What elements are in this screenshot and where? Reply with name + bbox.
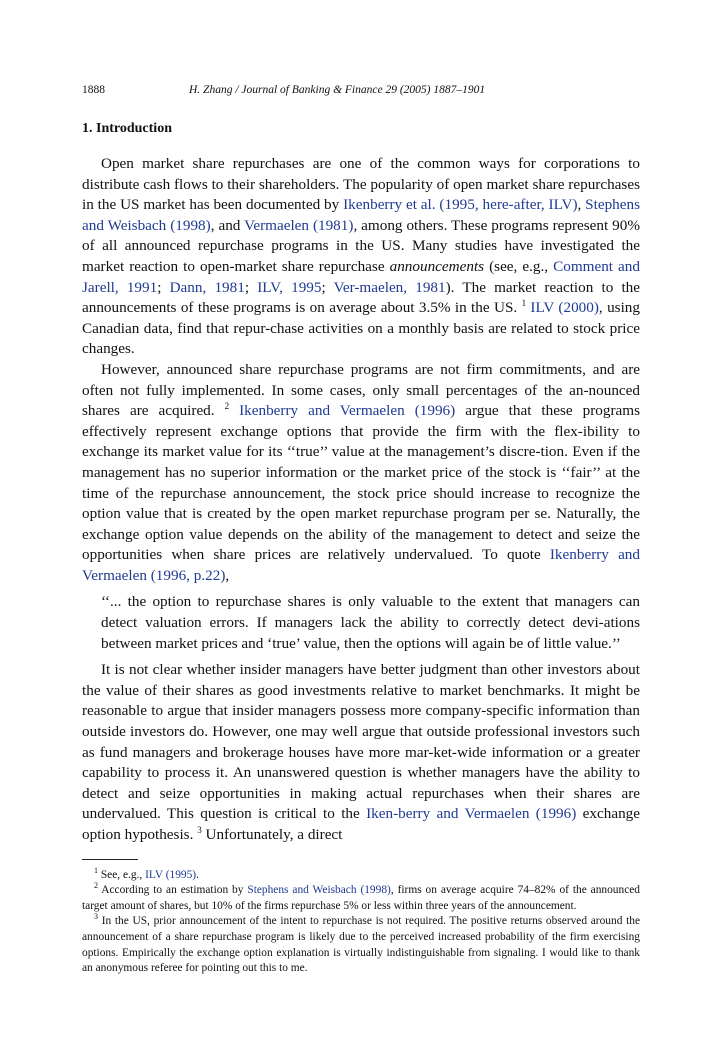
text: , among others. These programs represent 90% of all announced repurchase programs in the US. Many studies have investigated the market reaction to open-market share repurchase (82, 216, 641, 275)
block-quote: ‘‘... the option to repurchase shares is only valuable to the extent that managers can detect valuation errors. If managers lack the ability to correctly detect devi-ations between market prices and ‘true’ value, then the options will again be of little value.’’ (101, 593, 640, 652)
journal-citation: H. Zhang / Journal of Banking & Finance 29 (2005) 1887–1901 (189, 84, 486, 96)
citation-link[interactable]: Stephens and Weisbach (1998) (247, 884, 391, 897)
citation-link[interactable]: ILV (1995) (145, 868, 197, 881)
citation-link[interactable]: Stephens and Weisbach (1998) (82, 196, 641, 234)
paragraph-2 (82, 360, 640, 587)
text: ; (321, 278, 334, 296)
citation-link[interactable]: Vermaelen (1981) (244, 216, 354, 234)
footnote-number: 3 (94, 912, 98, 922)
text: ). The market reaction to the announcements of these programs is on average about 3.5% in the US. (82, 278, 640, 317)
text: , and (210, 216, 245, 234)
text: , using Canadian data, find that repur-chase activities on a monthly basis are related to stock price changes. (82, 299, 640, 358)
text: , firms on average acquire 74–82% of the announced target amount of shares, but 10% of the firms repurchase 5% or less within three years of the announcement. (82, 884, 640, 912)
citation-link[interactable]: ILV (2000) (526, 299, 599, 317)
citation-link[interactable]: Ikenberry and Vermaelen (1996, p.22) (82, 546, 640, 584)
section-title: 1. Introduction (82, 121, 172, 136)
article-body (82, 154, 640, 846)
footnote-2 (82, 883, 640, 914)
text: , (577, 196, 586, 214)
citation-link[interactable]: Iken-berry and Vermaelen (1996) (366, 805, 577, 823)
footnote-marker[interactable]: 2 (224, 401, 230, 412)
footnote-number: 1 (94, 865, 98, 875)
footnote-1 (82, 865, 640, 884)
citation-link[interactable]: Ver-maelen, 1981 (333, 278, 446, 296)
text: argue that these programs effectively represent exchange options that provide the firm with the flex-ibility to exchange its market value for its ‘‘true’’ value at the management’s discre-tion. Even if the management has no superior information or the market price of the stock is ‘‘fair’’ at the time of the repurchase announcement, the stock price should increase to recognize the option value that is created by the open market repurchase program per se. Naturally, the exchange option value depends on the ability of the management to detect and seize the opportunities when share prices are relatively undervalued. To quote (82, 402, 641, 564)
citation-link[interactable]: Ikenberry et al. (1995, here-after, ILV) (343, 196, 578, 214)
text: exchange option hypothesis. (82, 805, 640, 843)
text: In the US, prior announcement of the intent to repurchase is not required. The positive returns observed around the announcement of a share repurchase program is likely due to the perceived increased probability of the firm exercising options. Empirically the exchange option explanation is virtually indistinguishable from signaling. I would like to thank an anonymous referee for pointing out this to me. (82, 915, 640, 975)
footnote-3 (82, 914, 640, 976)
paragraph-3 (82, 660, 640, 845)
text: Unfortunately, a direct (201, 826, 343, 843)
footnote-divider (82, 859, 138, 860)
citation-link[interactable]: ILV, 1995 (257, 278, 322, 296)
text: Open market share repurchases are one of the common ways for corporations to distribute cash flows to their shareholders. The popularity of open market share repurchases in the US market has been documented by (82, 155, 640, 214)
footnote-marker[interactable]: 1 (521, 298, 527, 309)
text: It is not clear whether insider managers have better judgment than other investors about the value of their shares as good investments relative to market benchmarks. It might be reasonable to argue that insider managers possess more company-specific information than outside investors do. However, one may well argue that outside professional investors such as fund managers and brokerage houses have more mar-ket-wide information or a greater capability to process it. An unanswered question is whether managers have the ability to detect and seize opportunities in making actual repurchases when their shares are undervalued. This question is critical to the (82, 661, 640, 823)
footnote-marker[interactable]: 3 (197, 825, 202, 835)
text: . (196, 868, 199, 881)
text: ; (244, 278, 258, 296)
text: ; (157, 278, 170, 296)
text: According to an estimation by (98, 884, 248, 897)
text: However, announced share repurchase programs are not firm commitments, and are often not fully implemented. In some cases, only small percentages of the an-nounced shares are acquired. (82, 360, 640, 420)
paragraph-1 (82, 154, 640, 360)
footnotes (82, 865, 640, 977)
emphasis: announcements (389, 257, 485, 275)
citation-link[interactable]: Comment and Jarell, 1991 (82, 257, 640, 296)
citation-link[interactable]: Dann, 1981 (169, 278, 245, 296)
text: See, e.g., (98, 868, 146, 881)
running-head (82, 84, 640, 102)
text: (see, e.g., (484, 257, 554, 275)
page (82, 84, 640, 977)
page-number: 1888 (82, 84, 105, 96)
text: , (225, 566, 230, 584)
citation-link[interactable]: Ikenberry and Vermaelen (1996) (229, 402, 456, 420)
footnote-number: 2 (94, 881, 98, 891)
